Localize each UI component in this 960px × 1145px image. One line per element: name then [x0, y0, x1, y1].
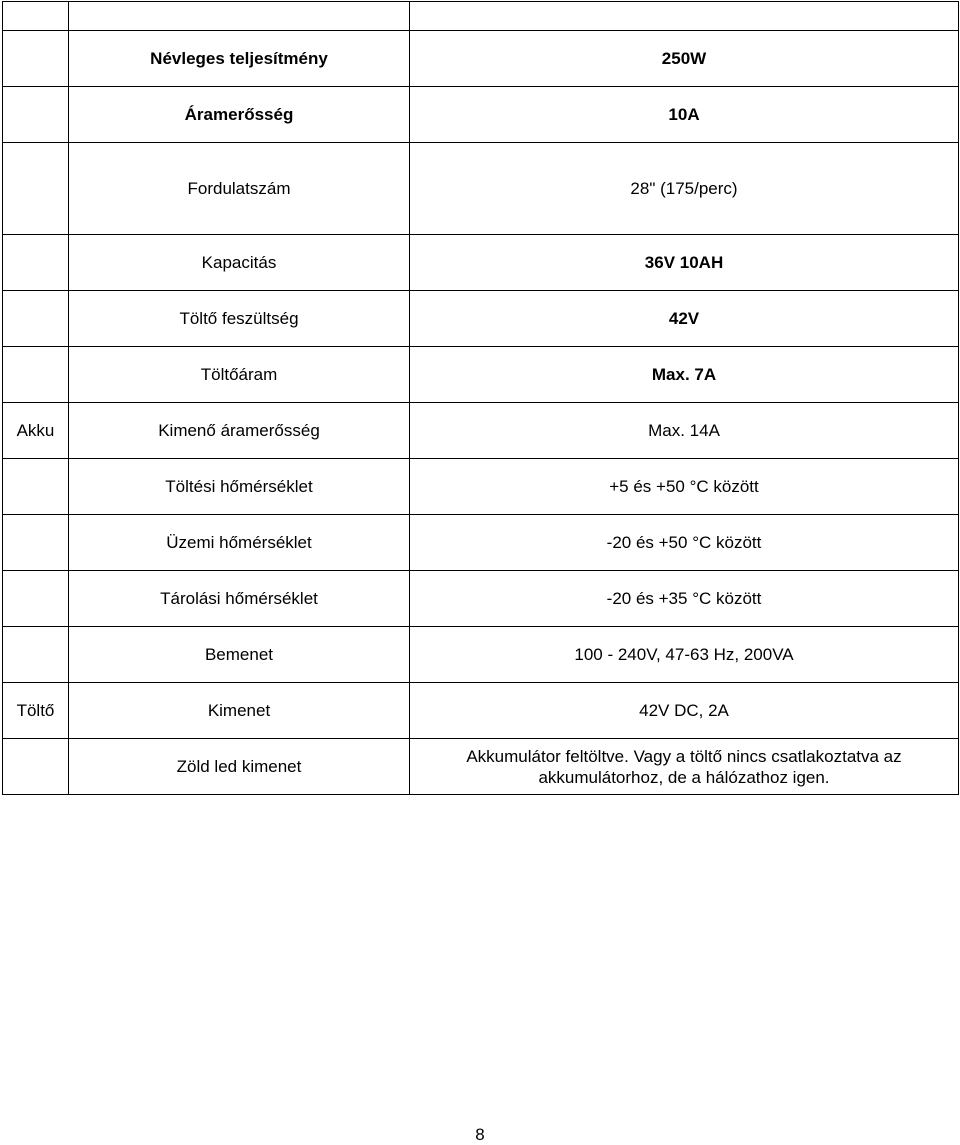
value-cell: Akkumulátor feltöltve. Vagy a töltő nincs csatlakoztatva az akkumulátorhoz, de a hálózathoz igen.	[410, 739, 959, 795]
table-row	[3, 2, 959, 31]
value-cell: -20 és +50 °C között	[410, 515, 959, 571]
group-cell	[3, 571, 69, 627]
table-row	[3, 31, 959, 87]
value-cell: 42V	[410, 291, 959, 347]
group-cell	[3, 291, 69, 347]
value-cell: Max. 14A	[410, 403, 959, 459]
group-cell	[3, 347, 69, 403]
table-row	[3, 87, 959, 143]
group-cell	[3, 143, 69, 235]
label-cell	[69, 2, 410, 31]
table-row	[3, 459, 959, 515]
value-cell: 100 - 240V, 47-63 Hz, 200VA	[410, 627, 959, 683]
group-cell	[3, 235, 69, 291]
table-row	[3, 235, 959, 291]
value-cell: 36V 10AH	[410, 235, 959, 291]
table-row	[3, 627, 959, 683]
value-cell: 10A	[410, 87, 959, 143]
group-cell	[3, 459, 69, 515]
label-cell: Áramerősség	[69, 87, 410, 143]
value-cell	[410, 2, 959, 31]
table-row	[3, 515, 959, 571]
table-row	[3, 143, 959, 235]
table-row	[3, 683, 959, 739]
value-cell: 28" (175/perc)	[410, 143, 959, 235]
value-cell: +5 és +50 °C között	[410, 459, 959, 515]
table-row	[3, 571, 959, 627]
label-cell: Töltő feszültség	[69, 291, 410, 347]
group-cell	[3, 2, 69, 31]
label-cell: Fordulatszám	[69, 143, 410, 235]
group-cell	[3, 515, 69, 571]
label-cell: Üzemi hőmérséklet	[69, 515, 410, 571]
label-cell: Kimenet	[69, 683, 410, 739]
table-row	[3, 291, 959, 347]
label-cell: Kimenő áramerősség	[69, 403, 410, 459]
page-number: 8	[475, 1125, 485, 1144]
group-label-akku: Akku	[3, 403, 69, 459]
label-cell: Tárolási hőmérséklet	[69, 571, 410, 627]
spec-table	[2, 1, 959, 795]
label-cell: Töltőáram	[69, 347, 410, 403]
table-row	[3, 347, 959, 403]
table-row	[3, 403, 959, 459]
group-cell	[3, 627, 69, 683]
value-cell: -20 és +35 °C között	[410, 571, 959, 627]
label-cell: Névleges teljesítmény	[69, 31, 410, 87]
group-cell	[3, 87, 69, 143]
label-cell: Töltési hőmérséklet	[69, 459, 410, 515]
table-row	[3, 739, 959, 795]
value-cell: 250W	[410, 31, 959, 87]
label-cell: Kapacitás	[69, 235, 410, 291]
label-cell: Zöld led kimenet	[69, 739, 410, 795]
group-label-tolto: Töltő	[3, 683, 69, 739]
value-cell: 42V DC, 2A	[410, 683, 959, 739]
label-cell: Bemenet	[69, 627, 410, 683]
group-cell	[3, 739, 69, 795]
value-cell: Max. 7A	[410, 347, 959, 403]
group-cell	[3, 31, 69, 87]
